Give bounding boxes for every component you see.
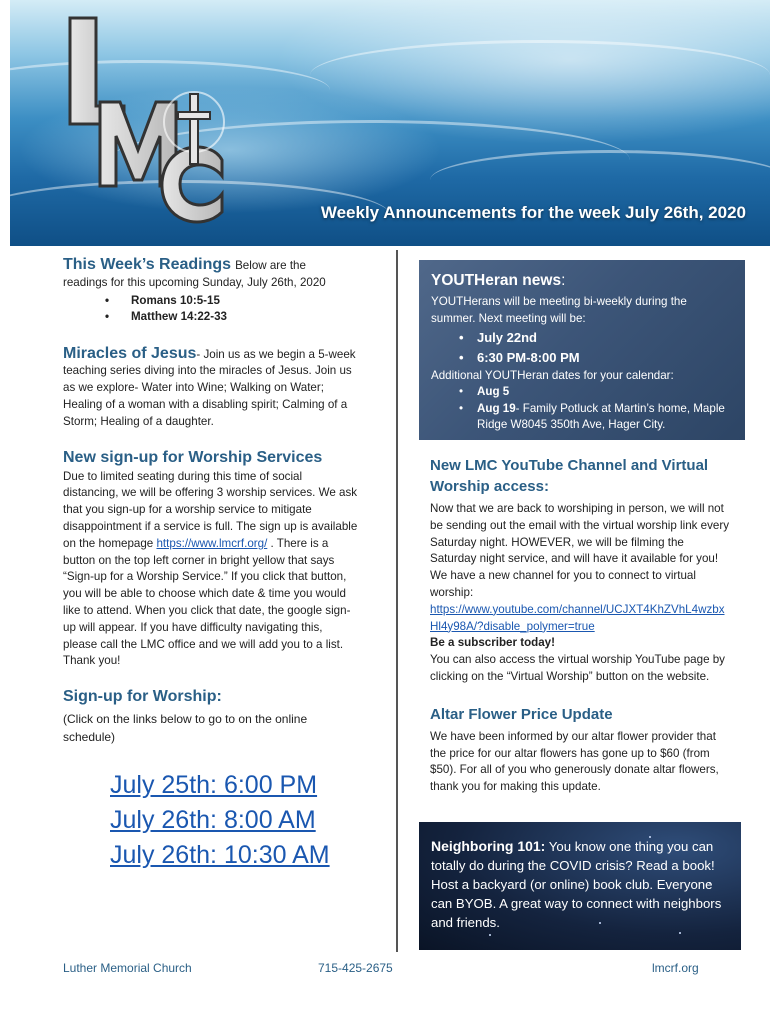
youtheran-title: YOUTHeran news: — [431, 272, 566, 289]
neighboring-title: Neighboring 101: — [431, 838, 546, 854]
signup-link-july26-1030am[interactable]: July 26th: 10:30 AM — [110, 841, 330, 870]
youtheran-date-item: • Aug 19- Family Potluck at Martin’s home, Maple Ridge W8045 350th Ave, Hager City. — [459, 401, 733, 434]
youtheran-dates-list — [431, 384, 733, 434]
footer-website-link[interactable]: lmcrf.org — [652, 961, 699, 975]
readings-list — [63, 293, 359, 326]
readings-section — [63, 256, 359, 326]
homepage-link[interactable]: https://www.lmcrf.org/ — [156, 536, 268, 550]
youtube-text: Now that we are back to worshiping in person, we will not be sending out the email with the virtual worship link every Saturday night. HOWEVER, we will be filming the Saturday night service, and will have it available for you! We have a new channel for you to connect to virtual worship: — [430, 502, 730, 599]
youtheran-additional: Additional YOUTHeran dates for your calendar: — [431, 368, 674, 382]
signup-link-july26-8am[interactable]: July 26th: 8:00 AM — [110, 806, 316, 835]
reading-item: • Romans 10:5-15 — [105, 293, 359, 310]
page-title: Weekly Announcements for the week July 26th, 2020 — [320, 203, 746, 222]
altar-text: We have been informed by our altar flower provider that the price for our altar flowers has gone up to $60 (from $50). For all of you who generously donate altar flowers, thank you for making this update. — [430, 729, 719, 794]
miracles-heading: Miracles of Jesus — [63, 344, 197, 362]
youtube-heading: New LMC YouTube Channel and Virtual Worship access: — [430, 457, 709, 495]
column-divider — [396, 250, 398, 952]
youtheran-next-list — [431, 328, 733, 368]
neighboring-box — [419, 822, 741, 950]
reading-item: • Matthew 14:22-33 — [105, 309, 359, 326]
youtube-text-2: You can also access the virtual worship YouTube page by clicking on the “Virtual Worship” button on the website. — [430, 653, 725, 683]
readings-intro-rest: readings for this upcoming Sunday, July 26th, 2020 — [63, 275, 326, 289]
signup-services-text-cont: . There is a button on the top left corner in bright yellow that says “Sign-up for a Worship Service.” If you click that button, you will be able to choose which date & time you would like to attend. When you click that date, the google sign-up will appear. If you have difficulty navigating this, please call the LMC office and we will add you to a list. Thank you! — [63, 536, 351, 668]
youtube-channel-link[interactable]: https://www.youtube.com/channel/UCJXT4KhZVhL4wzbxHl4y98A/?disable_polymer=true — [430, 602, 725, 633]
youtheran-box — [419, 260, 745, 440]
signup-services-heading: New sign-up for Worship Services — [63, 448, 323, 466]
right-column — [430, 455, 730, 796]
neighboring-text: You know one thing you can totally do during the COVID crisis? Read a book! Host a backyard (or online) book club. Everyone can BYOB. A great way to connect with neighbors and friends. — [431, 839, 722, 930]
altar-section — [430, 704, 730, 796]
signup-worship-section — [63, 688, 359, 873]
left-column — [63, 256, 359, 873]
signup-link-july25-6pm[interactable]: July 25th: 6:00 PM — [110, 771, 318, 800]
signup-services-text: Due to limited seating during this time of social distancing, we will be offering 3 worship services. We ask that you sign-up for a worship service to mitigate disappointment if a service is full. The sign up is available on the homepage — [63, 469, 358, 550]
youtheran-next-item: • 6:30 PM-8:00 PM — [459, 348, 733, 368]
footer-church-name: Luther Memorial Church — [63, 961, 192, 975]
miracles-section — [63, 346, 359, 431]
header-banner — [10, 0, 770, 246]
lmc-logo — [62, 14, 242, 238]
signup-worship-note: (Click on the links below to go to on the online schedule) — [63, 712, 308, 745]
readings-intro: Below are the — [235, 259, 306, 272]
youtheran-date-item: • Aug 5 — [459, 384, 733, 401]
youtube-section — [430, 455, 730, 686]
readings-heading: This Week’s Readings — [63, 256, 232, 273]
youtheran-text: YOUTHerans will be meeting bi-weekly during the summer. Next meeting will be: — [431, 295, 687, 325]
signup-worship-heading: Sign-up for Worship: — [63, 688, 222, 706]
altar-heading: Altar Flower Price Update — [430, 705, 613, 723]
miracles-text: - Join us as we begin a 5-week teaching series diving into the miracles of Jesus. Join us as we explore- Water into Wine; Walking on Water; Healing of a woman with a disabling spirit; Calming of a Storm; Healing of a daughter. — [63, 347, 356, 428]
youtheran-next-item: • July 22nd — [459, 328, 733, 348]
signup-services-section — [63, 449, 359, 671]
footer-phone: 715-425-2675 — [318, 961, 393, 975]
subscribe-text: Be a subscriber today! — [430, 636, 555, 650]
